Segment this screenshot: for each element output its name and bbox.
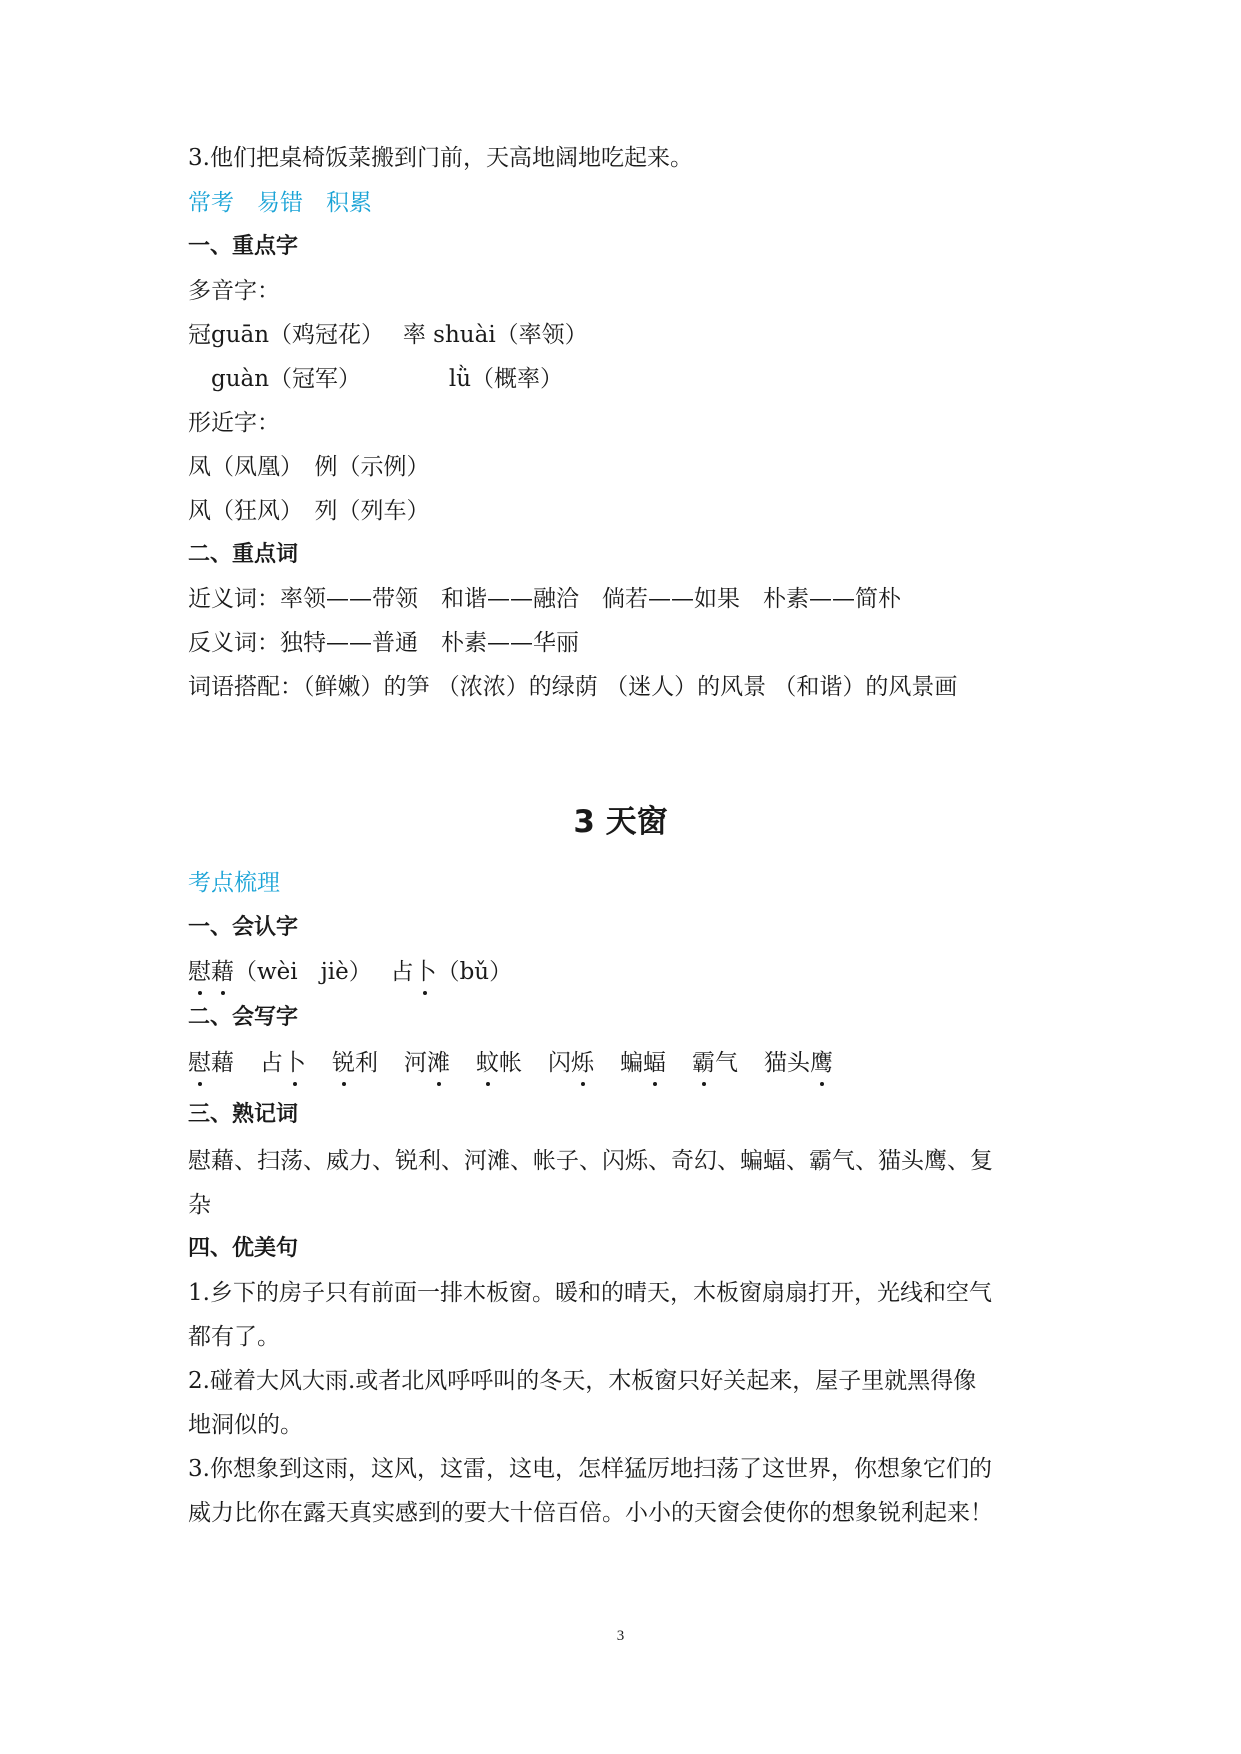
antonyms-line: 反义词：独特——普通 朴素——华丽 — [188, 630, 579, 656]
writing-word — [260, 1050, 306, 1076]
dotted-char: 藉 — [211, 959, 234, 985]
dotted-char: 卜 — [283, 1050, 306, 1076]
text-line: 慰藉、扫荡、威力、锐利、河滩、帐子、闪烁、奇幻、蝙蝠、霸气、猫头鹰、复 — [188, 1148, 993, 1174]
lesson-title: 3 天窗 — [573, 804, 668, 840]
dotted-char: 慰 — [188, 959, 211, 985]
word-char: 蝙 — [620, 1050, 643, 1076]
heading-key-characters: 一、重点字 — [188, 234, 299, 259]
write-characters-line — [188, 1048, 1058, 1078]
polyphone-line: guàn（冠军） lǜ（概率） — [188, 366, 564, 392]
dotted-char: 卜 — [413, 959, 437, 985]
similar-char-line: 凤（凤凰） 例（示例） — [188, 454, 430, 480]
writing-word — [764, 1050, 833, 1076]
writing-word — [620, 1050, 666, 1076]
dotted-char: 滩 — [427, 1050, 450, 1076]
text-line: 3.他们把桌椅饭菜搬到门前，天高地阔地吃起来。 — [188, 145, 693, 171]
section-label-changkao: 常考 易错 积累 — [188, 190, 372, 216]
dotted-char: 烁 — [571, 1050, 594, 1076]
writing-word — [548, 1050, 594, 1076]
heading-beautiful-sentences: 四、优美句 — [188, 1236, 299, 1261]
text-line — [188, 320, 1058, 350]
dotted-char: 鹰 — [810, 1050, 833, 1076]
text-line — [188, 364, 1058, 394]
word-char: 闪 — [548, 1050, 571, 1076]
dotted-char: 慰 — [188, 1050, 211, 1076]
writing-word — [692, 1050, 738, 1076]
section-label-kaodian: 考点梳理 — [188, 870, 280, 896]
word-char: 帐 — [499, 1050, 522, 1076]
word-char: 河 — [404, 1050, 427, 1076]
text-line: 都有了。 — [188, 1324, 280, 1350]
text-line: 3.你想象到这雨，这风，这雷，这电，怎样猛厉地扫荡了这世界，你想象它们的 — [188, 1456, 992, 1482]
text-line: 威力比你在露天真实感到的要大十倍百倍。小小的天窗会使你的想象锐利起来！ — [188, 1500, 993, 1526]
page-number: 3 — [616, 1628, 625, 1644]
word-char: 藉 — [211, 1050, 234, 1076]
text-line: 形近字： — [188, 410, 280, 436]
word-char: 头 — [787, 1050, 810, 1076]
text-line: 多音字： — [188, 278, 280, 304]
writing-word — [332, 1050, 378, 1076]
dotted-char: 蚊 — [476, 1050, 499, 1076]
text-line: 1.乡下的房子只有前面一排木板窗。暖和的晴天，木板窗扇扇打开，光线和空气 — [188, 1280, 992, 1306]
word-char: 气 — [715, 1050, 738, 1076]
word-char: 利 — [355, 1050, 378, 1076]
dotted-char: 霸 — [692, 1050, 715, 1076]
heading-recognize-characters: 一、会认字 — [188, 915, 299, 940]
word-char: 猫 — [764, 1050, 787, 1076]
synonyms-line: 近义词：率领——带领 和谐——融洽 倘若——如果 朴素——简朴 — [188, 586, 901, 612]
writing-word — [404, 1050, 450, 1076]
similar-char-line: 风（狂风） 列（列车） — [188, 498, 430, 524]
writing-word — [188, 1050, 234, 1076]
text-line: 杂 — [188, 1192, 211, 1218]
text-line: 地洞似的。 — [188, 1412, 303, 1438]
heading-write-characters: 二、会写字 — [188, 1005, 299, 1030]
heading-key-words: 二、重点词 — [188, 542, 299, 567]
collocation-line: 词语搭配：（鲜嫩）的笋 （浓浓）的绿荫 （迷人）的风景 （和谐）的风景画 — [188, 674, 958, 700]
heading-memorize-words: 三、熟记词 — [188, 1102, 299, 1127]
word-char: 占 — [260, 1050, 283, 1076]
text-line: 2.碰着大风大雨.或者北风呼呼叫的冬天，木板窗只好关起来，屋子里就黑得像 — [188, 1368, 977, 1394]
dotted-char: 蝠 — [643, 1050, 666, 1076]
text-line — [188, 496, 1058, 526]
recognize-characters-line: 慰藉（wèi jiè） 占卜（bǔ） — [188, 959, 513, 985]
text-line — [188, 452, 1058, 482]
writing-word — [476, 1050, 522, 1076]
polyphone-line: 冠guān（鸡冠花） 率 shuài（率领） — [188, 322, 588, 348]
dotted-char: 锐 — [332, 1050, 355, 1076]
